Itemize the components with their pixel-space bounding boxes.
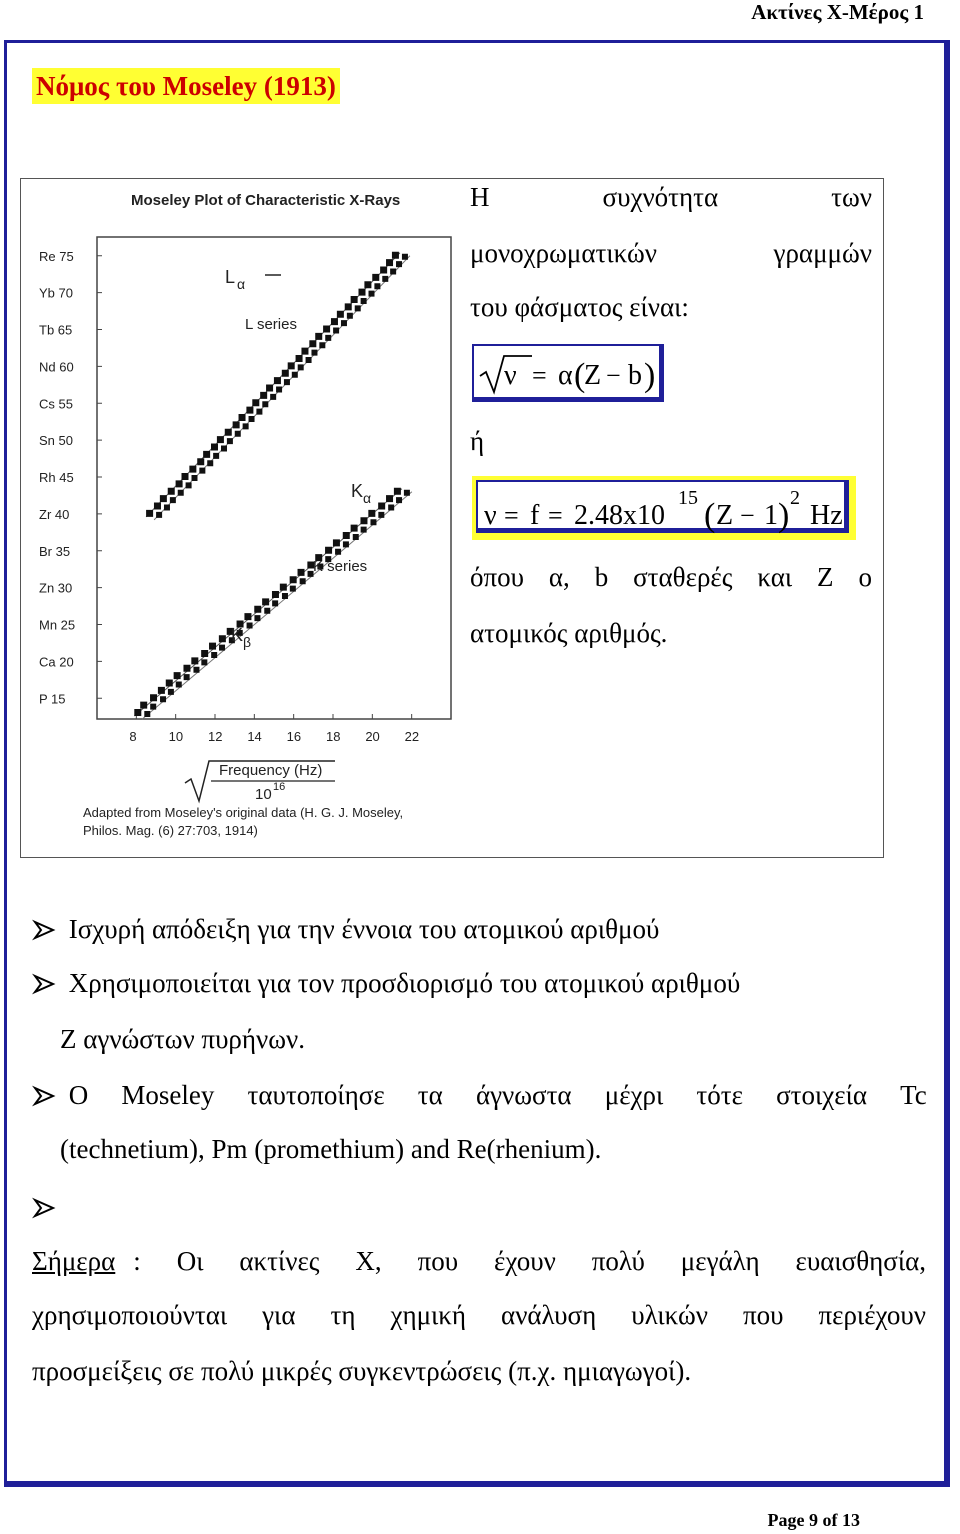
y-tick-label: Yb 70 (39, 285, 73, 301)
bullet-3 (32, 1080, 927, 1111)
formula2-unit: Hz (810, 500, 843, 531)
data-point (288, 362, 295, 369)
data-point (323, 326, 330, 333)
data-point (276, 387, 282, 393)
side-word: σταθερές (633, 562, 733, 592)
data-point (213, 453, 219, 459)
data-point (160, 696, 166, 702)
side-line-3: του φάσματος είναι: (470, 292, 689, 322)
data-point (203, 451, 210, 458)
x-axis-denominator: 10 (255, 786, 272, 803)
y-tick-label: Ca 20 (39, 654, 74, 670)
bullet-2-text-line1: Χρησιμοποιείται για τον προσδιορισμό του ατομικού αριθμού (68, 968, 741, 998)
today-paragraph-line1 (32, 1246, 926, 1277)
side-word: α, (548, 562, 570, 592)
arrow-bullet-icon (32, 914, 62, 945)
data-point (343, 541, 349, 547)
data-point (351, 296, 358, 303)
x-axis-label (185, 761, 335, 803)
side-line-1 (470, 170, 872, 225)
data-point (176, 480, 183, 487)
data-point (306, 357, 312, 363)
data-point (182, 473, 189, 480)
formula1-eq: = (532, 361, 547, 390)
data-point (361, 298, 367, 304)
formula1-minus: − (606, 361, 621, 390)
data-point (201, 659, 207, 665)
side-word: συχνότητα (602, 182, 719, 212)
data-point (396, 261, 402, 267)
side-line-4 (470, 550, 872, 605)
data-point (150, 704, 156, 710)
formula1-Z: Z (584, 360, 602, 391)
data-point (331, 318, 338, 325)
data-point (154, 503, 161, 510)
data-point (272, 600, 278, 606)
formula2-pow: 2 (790, 487, 800, 509)
data-point (219, 635, 226, 642)
formula2-eq1: = (504, 501, 519, 530)
y-tick-label: Rh 45 (39, 470, 74, 485)
y-tick-label: Cs 55 (39, 396, 73, 412)
y-tick-label: P 15 (39, 691, 66, 707)
data-point (266, 385, 273, 392)
formula2-exp: 15 (678, 487, 698, 509)
data-point (158, 687, 165, 694)
today-paragraph-line2: χρησιμοποιούνται για τη χημική ανάλυση υλικών που περιέχουν (32, 1300, 926, 1330)
data-point (211, 652, 217, 658)
data-point (219, 645, 225, 651)
data-point (262, 401, 268, 407)
x-tick-label: 12 (208, 729, 223, 744)
data-point (333, 328, 339, 334)
side-word: των (831, 182, 872, 212)
chart-title: Moseley Plot of Characteristic X-Rays (131, 192, 401, 209)
data-point (168, 488, 175, 495)
data-point (369, 291, 375, 297)
data-point (243, 423, 249, 429)
k-series-label: K series (313, 558, 368, 575)
chart-source-line1: Adapted from Moseley's original data (H. G. J. Moseley, (83, 805, 404, 820)
data-point (160, 495, 167, 502)
x-tick-label: 16 (286, 729, 302, 744)
data-point (199, 468, 205, 474)
data-point (184, 674, 190, 680)
data-point (211, 444, 218, 451)
chart-axes (97, 237, 451, 719)
data-point (282, 593, 288, 599)
data-point (325, 335, 331, 341)
data-point (298, 364, 304, 370)
data-point (343, 532, 350, 539)
data-point (201, 650, 208, 657)
data-point (233, 421, 240, 428)
data-point (244, 613, 251, 620)
data-point (150, 694, 157, 701)
data-point (166, 680, 173, 687)
data-point (319, 342, 325, 348)
side-line-5: ατομικός αριθμός. (470, 618, 668, 648)
data-point (186, 482, 192, 488)
data-point (309, 340, 316, 347)
side-word: Η (470, 182, 490, 212)
formula2-eq2: = (548, 501, 563, 530)
x-axis-denominator-exp: 16 (273, 781, 286, 793)
formula2-one: 1 (764, 500, 778, 531)
x-tick-label: 8 (129, 729, 137, 744)
formula1-lparen: ( (574, 357, 586, 394)
data-point (170, 497, 176, 503)
moseley-chart (35, 183, 465, 853)
data-point (404, 490, 410, 496)
x-tick-label: 18 (326, 729, 341, 744)
l-alpha-label: L (225, 267, 236, 287)
x-tick-label: 10 (168, 729, 184, 744)
data-point (262, 598, 269, 605)
formula1-b: b (628, 360, 642, 391)
data-point (197, 458, 204, 465)
data-point (225, 429, 232, 436)
x-tick-label: 22 (404, 729, 420, 744)
today-paragraph-line3: προσμείξεις σε πολύ μικρές συγκεντρώσεις (π.χ. ημιαγωγοί). (32, 1356, 692, 1386)
formula1-nu: ν (504, 360, 517, 391)
side-word: και (757, 562, 793, 592)
data-point (264, 608, 270, 614)
data-point (193, 667, 199, 673)
k-alpha-label: K (351, 481, 364, 501)
data-point (372, 274, 379, 281)
data-point (254, 606, 261, 613)
arrow-bullet-icon (32, 1192, 62, 1223)
data-point (134, 709, 141, 716)
data-point (301, 348, 308, 355)
data-point (272, 591, 279, 598)
today-label: Σήμερα (32, 1246, 116, 1276)
data-point (394, 488, 401, 495)
formula1-drawing (474, 346, 659, 397)
data-point (355, 305, 361, 311)
x-tick-label: 20 (365, 729, 380, 744)
side-word: γραμμών (773, 238, 872, 268)
data-point (390, 269, 396, 275)
data-point (345, 303, 352, 310)
data-point (174, 672, 181, 679)
formula2-Z: Z (716, 500, 734, 531)
bullet-1 (32, 914, 659, 945)
data-point (249, 416, 255, 422)
data-point (335, 549, 341, 555)
data-point (284, 379, 290, 385)
y-tick-label: Re 75 (39, 248, 74, 264)
bullet-3-text-line1: O Moseley ταυτοποίησε τα άγνωστα μέχρι τότε στοιχεία Tc (68, 1080, 927, 1110)
data-point (292, 372, 298, 378)
formula2-lparen: ( (704, 497, 716, 534)
data-point (368, 510, 375, 517)
bullet-4 (32, 1192, 62, 1223)
l-alpha-subscript: α (237, 276, 246, 292)
data-point (296, 355, 303, 362)
side-word: Z (817, 562, 834, 592)
formula1-alpha: α (558, 360, 573, 391)
formula2-nu: ν (484, 500, 497, 531)
data-point (300, 578, 306, 584)
data-point (370, 519, 376, 525)
page-number: Page 9 of 13 (767, 1510, 860, 1530)
data-point (140, 702, 147, 709)
k-alpha-subscript: α (363, 490, 372, 506)
formula1-rparen: ) (644, 357, 656, 394)
l-series-label: L series (245, 316, 297, 333)
data-point (221, 446, 227, 452)
today-line1-rest: : Οι ακτίνες Χ, που έχουν πολύ μεγάλη ευαισθησία, (133, 1246, 926, 1276)
data-point (252, 399, 259, 406)
data-point (311, 350, 317, 356)
formula2-coef: 2.48x10 (574, 500, 665, 531)
formula2-minus: − (740, 501, 755, 530)
data-point (280, 584, 287, 591)
data-point (361, 527, 367, 533)
chart-y-ticks (39, 249, 102, 707)
moseley-formula-frequency (472, 476, 856, 540)
data-point (156, 512, 162, 518)
y-tick-label: Zr 40 (39, 506, 70, 522)
data-point (290, 576, 297, 583)
bullet-2 (32, 968, 740, 999)
data-point (347, 313, 353, 319)
chart-source-line2: Philos. Mag. (6) 27:703, 1914) (83, 823, 258, 838)
data-point (382, 276, 388, 282)
data-point (191, 657, 198, 664)
data-point (396, 497, 402, 503)
data-point (374, 283, 380, 289)
k-beta-subscript: β (243, 634, 252, 650)
bullet-3-text-line2: (technetium), Pm (promethium) and Re(rhenium). (60, 1134, 602, 1164)
data-point (360, 517, 367, 524)
y-tick-label: Tb 65 (39, 322, 73, 338)
data-point (378, 512, 384, 518)
data-point (402, 254, 408, 260)
x-axis-title: Frequency (Hz) (219, 762, 323, 779)
data-point (341, 320, 347, 326)
data-point (388, 505, 394, 511)
data-point (351, 525, 358, 532)
y-tick-label: Mn 25 (39, 617, 76, 633)
data-point (254, 615, 260, 621)
data-point (256, 409, 262, 415)
data-point (290, 586, 296, 592)
formula2-rparen: ) (778, 497, 790, 534)
data-point (359, 289, 366, 296)
data-point (392, 252, 399, 259)
y-tick-label: Sn 50 (39, 433, 73, 449)
section-title: Νόμος του Moseley (1913) (32, 68, 340, 104)
data-point (178, 490, 184, 496)
data-point (183, 665, 190, 672)
data-point (168, 689, 174, 695)
data-point (380, 267, 387, 274)
side-or: ή (470, 426, 485, 456)
data-point (192, 475, 198, 481)
side-line-2 (470, 226, 872, 281)
data-point (260, 392, 267, 399)
data-point (235, 431, 241, 437)
data-point (282, 370, 289, 377)
side-word: ο (858, 562, 872, 592)
plot-frame (97, 237, 451, 719)
data-point (337, 311, 344, 318)
data-point (144, 711, 150, 717)
moseley-formula-sqrt (472, 344, 664, 402)
data-point (227, 438, 233, 444)
data-point (364, 281, 371, 288)
bullet-1-text: Ισχυρή απόδειξη για την έννοια του ατομικού αριθμού (68, 914, 660, 944)
page-header-title: Ακτίνες Χ-Μέρος 1 (751, 0, 924, 24)
k-beta-label: K (231, 625, 244, 645)
data-point (378, 503, 385, 510)
x-tick-label: 14 (247, 729, 262, 744)
y-tick-label: Zn 30 (39, 580, 73, 596)
data-point (325, 547, 332, 554)
data-point (353, 534, 359, 540)
data-point (270, 394, 276, 400)
data-point (239, 414, 246, 421)
data-point (386, 495, 393, 502)
data-point (176, 682, 182, 688)
side-word: όπου (470, 562, 524, 592)
data-point (298, 569, 305, 576)
data-point (333, 539, 340, 546)
data-point (217, 436, 224, 443)
data-point (146, 510, 153, 517)
data-point (189, 466, 196, 473)
data-point (164, 505, 170, 511)
side-word: b (594, 562, 609, 592)
data-point (386, 259, 393, 266)
data-point (246, 407, 253, 414)
bullet-2-text-line2: Z αγνώστων πυρήνων. (60, 1024, 305, 1054)
arrow-bullet-icon (32, 1080, 62, 1111)
y-tick-label: Nd 60 (39, 359, 74, 375)
data-point (207, 460, 213, 466)
l-series-labels (225, 267, 297, 333)
arrow-bullet-icon (32, 968, 62, 999)
y-tick-label: Br 35 (39, 543, 71, 559)
data-point (247, 623, 253, 629)
formula2-f: f (530, 500, 540, 531)
formula2-drawing (478, 482, 848, 534)
data-point (209, 643, 216, 650)
data-point (274, 377, 281, 384)
side-word: μονοχρωματικών (470, 238, 657, 268)
data-point (315, 333, 322, 340)
